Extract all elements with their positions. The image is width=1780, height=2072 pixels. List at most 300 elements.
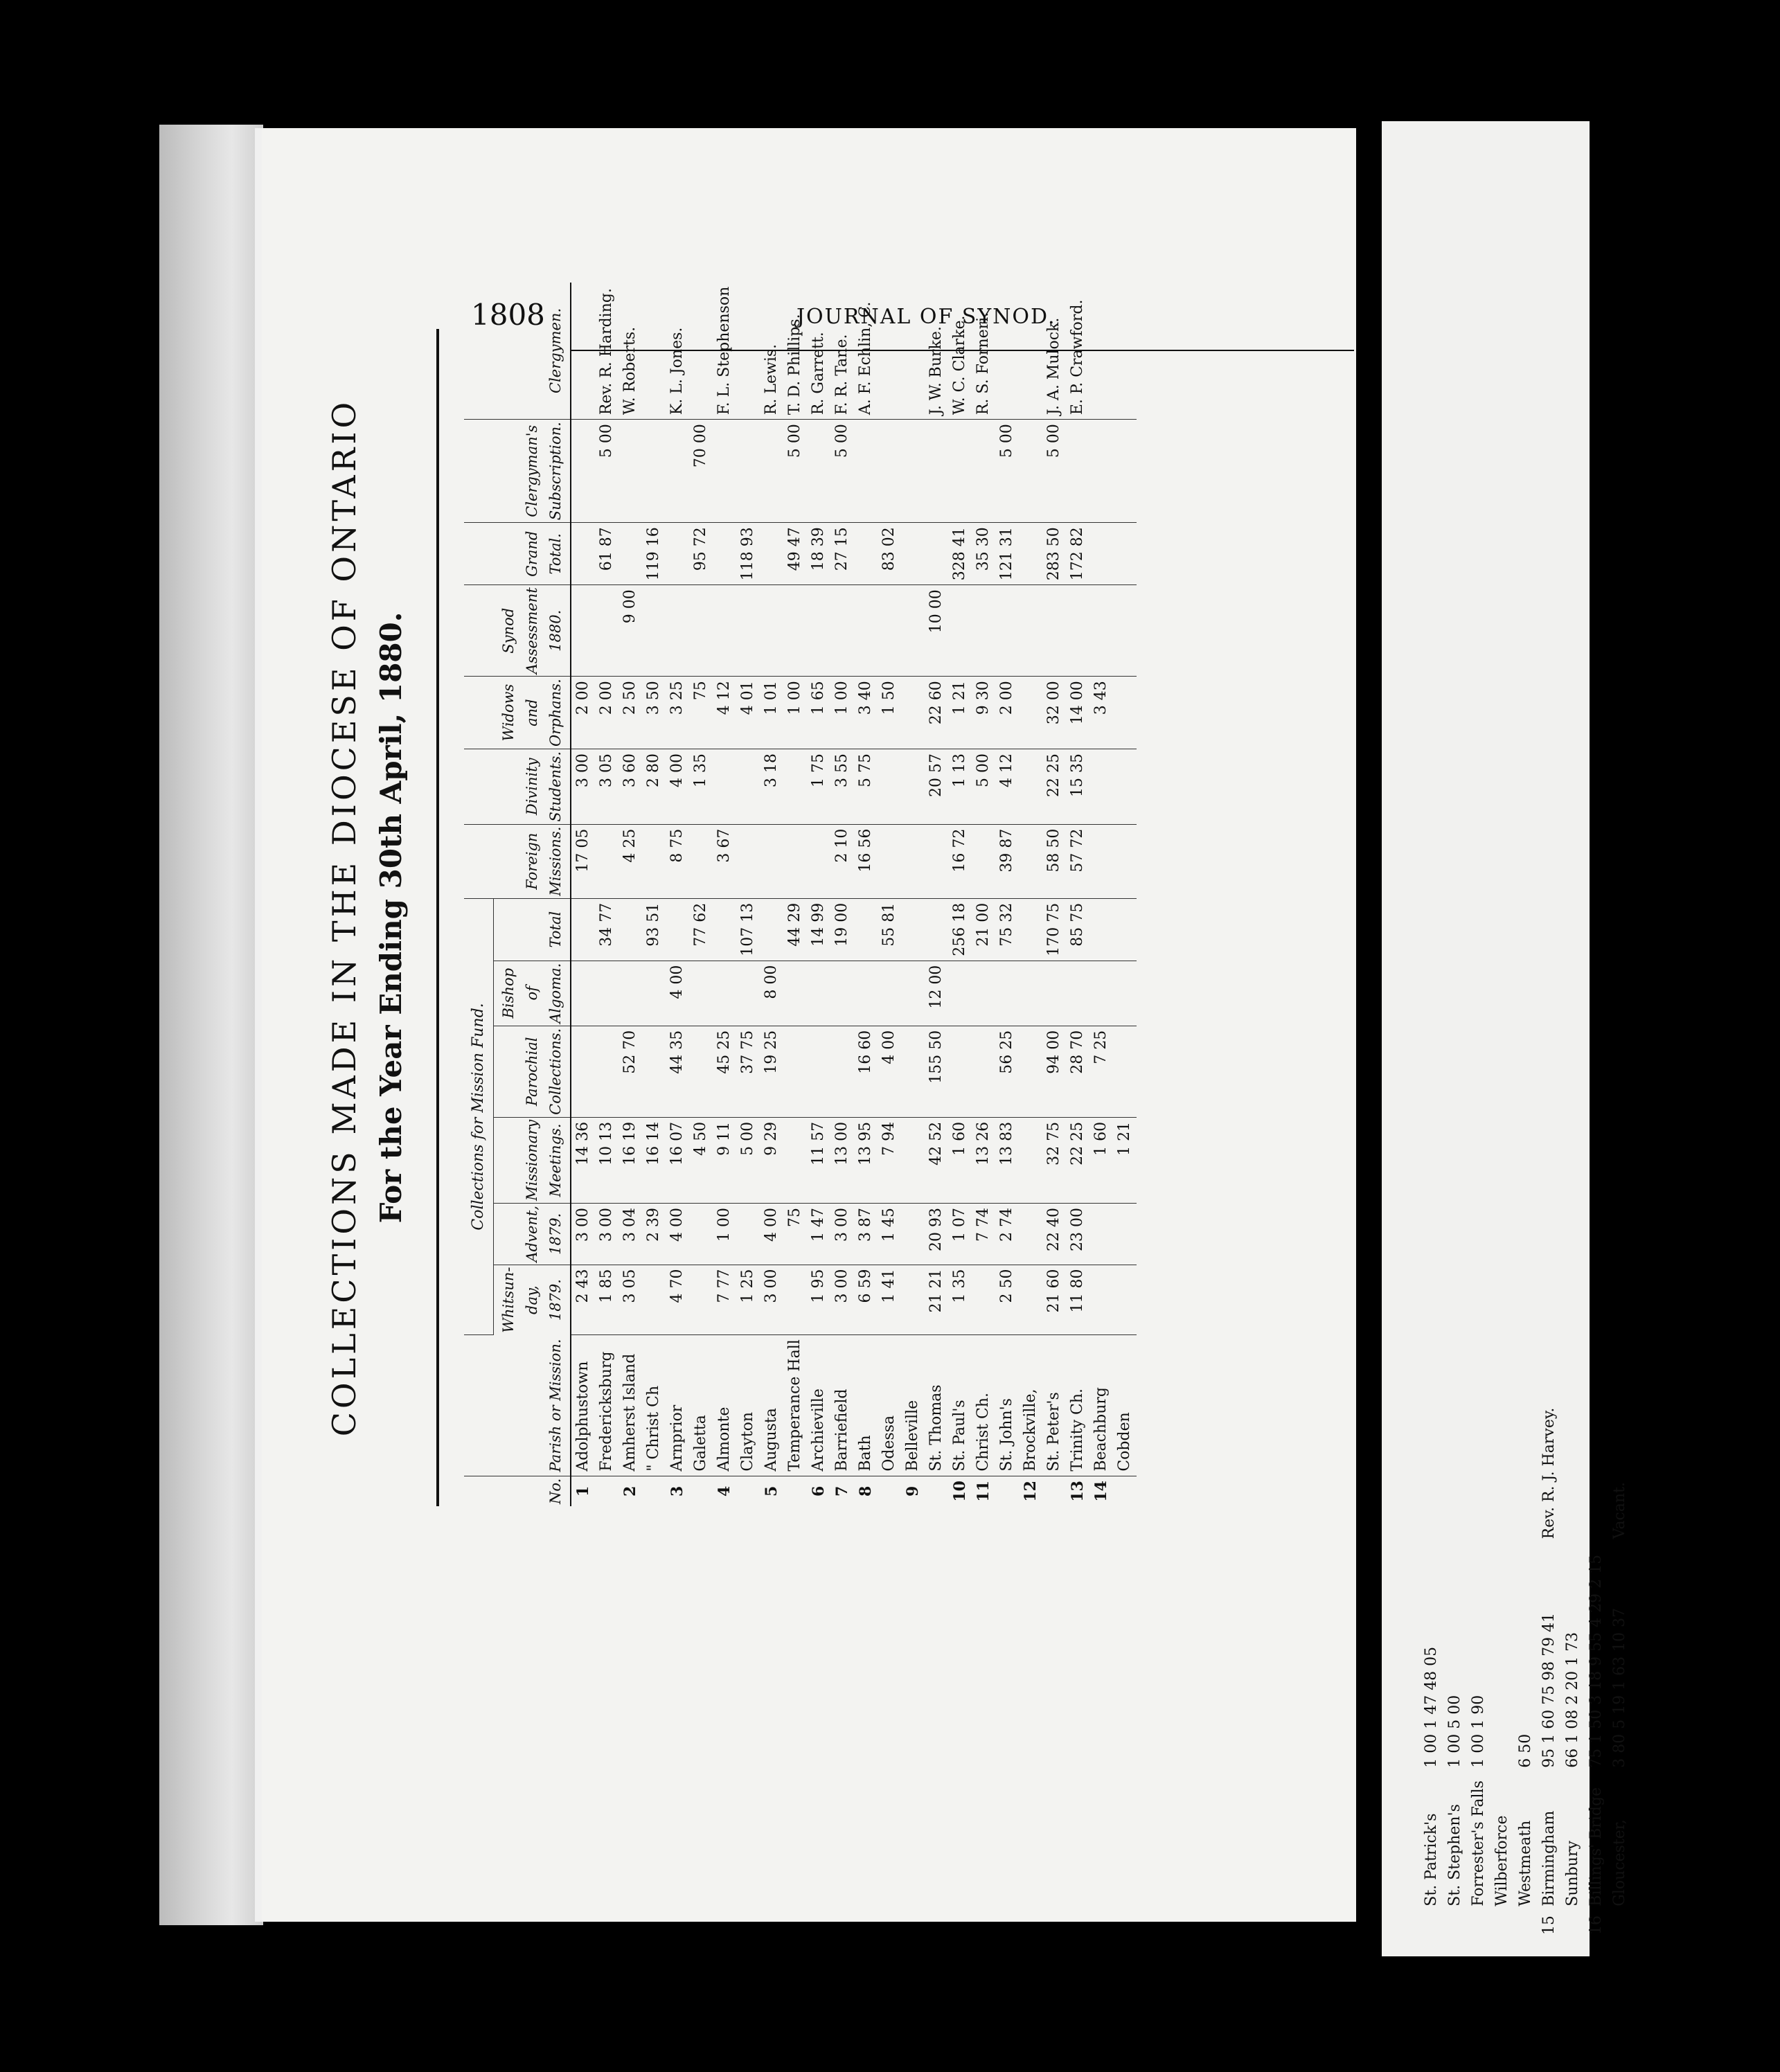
facing-cell-no [1561, 1911, 1585, 1939]
facing-cell-no [1467, 1911, 1490, 1939]
table-row [783, 283, 807, 1506]
cell-advent: 4 00 [666, 1203, 689, 1265]
cell-missionary: 13 83 [995, 1117, 1019, 1203]
cell-clergy: Rev. R. Harding. [595, 283, 618, 420]
cell-foreign: 39 87 [995, 824, 1019, 898]
cell-foreign [807, 824, 830, 898]
cell-assessment [995, 585, 1019, 677]
cell-missionary: 13 26 [972, 1117, 995, 1203]
cell-divinity [736, 749, 760, 824]
cell-total [666, 898, 689, 961]
cell-no: 7 [833, 1485, 851, 1497]
cell-algoma [1089, 961, 1113, 1026]
cell-clergy: R. Garrett. [807, 283, 830, 420]
cell-parochial: 94 00 [1042, 1026, 1066, 1117]
cell-clergy: K. L. Jones. [666, 283, 689, 420]
cell-clergy [689, 283, 713, 420]
cell-assessment [736, 585, 760, 677]
cell-grand [760, 523, 783, 585]
cell-clergy: T. D. Phillips. [783, 283, 807, 420]
cell-parochial [1113, 1026, 1137, 1117]
col-divinity: Divinity Students. [464, 749, 571, 824]
cell-clergy [1019, 283, 1042, 420]
cell-total: 77 62 [689, 898, 713, 961]
cell-parochial [595, 1026, 618, 1117]
cell-no: 12 [1022, 1481, 1040, 1502]
col-foreign: Foreign Missions. [464, 824, 571, 898]
table-title: COLLECTIONS MADE IN THE DIOCESE OF ONTARIO [326, 398, 363, 1437]
cell-parish: Temperance Hall [783, 1335, 807, 1476]
cell-whitsun [901, 1265, 925, 1335]
cell-grand: 83 02 [878, 523, 901, 585]
cell-no: 10 [951, 1481, 969, 1502]
cell-missionary: 4 50 [689, 1117, 713, 1203]
cell-widows: 1 21 [948, 677, 972, 749]
cell-algoma [1019, 961, 1042, 1026]
cell-no: 2 [621, 1485, 639, 1497]
table-row [736, 283, 760, 1506]
cell-no [595, 1476, 618, 1506]
facing-cell-parish: Sunbury [1564, 1841, 1581, 1906]
cell-no: 9 [904, 1485, 922, 1497]
cell-parish: Fredericksburg [595, 1335, 618, 1476]
cell-foreign [595, 824, 618, 898]
cell-whitsun: 4 70 [666, 1265, 689, 1335]
cell-whitsun: 1 85 [595, 1265, 618, 1335]
cell-foreign: 17 05 [571, 824, 595, 898]
cell-assessment [854, 585, 878, 677]
cell-algoma [972, 961, 995, 1026]
cell-widows [1113, 677, 1137, 749]
cell-missionary: 10 13 [595, 1117, 618, 1203]
cell-subscription [1019, 420, 1042, 523]
cell-algoma [713, 961, 736, 1026]
cell-algoma [571, 961, 595, 1026]
cell-whitsun: 1 35 [948, 1265, 972, 1335]
cell-foreign: 58 50 [1042, 824, 1066, 898]
table-row [760, 283, 783, 1506]
cell-advent: 1 47 [807, 1203, 830, 1265]
facing-cell-clergy: Rev. R. J. Harvey. [1540, 1407, 1558, 1539]
cell-clergy: W. C. Clarke. [948, 283, 972, 420]
table-row [713, 283, 736, 1506]
cell-advent: 3 00 [830, 1203, 854, 1265]
table-row [1042, 283, 1066, 1506]
cell-clergy: F. R. Tane. [830, 283, 854, 420]
cell-total [760, 898, 783, 961]
table-row [830, 283, 854, 1506]
cell-whitsun: 3 00 [830, 1265, 854, 1335]
cell-total: 107 13 [736, 898, 760, 961]
table-row [878, 283, 901, 1506]
cell-divinity [783, 749, 807, 824]
cell-parish: St. Thomas [925, 1335, 948, 1476]
facing-cell-parish: Westmeath [1517, 1820, 1534, 1906]
cell-assessment [689, 585, 713, 677]
facing-cell-values: 95 1 60 75 98 79 41 [1540, 1612, 1558, 1768]
facing-cell-clergy [1585, 1399, 1608, 1543]
cell-advent: 1 07 [948, 1203, 972, 1265]
cell-grand: 121 31 [995, 523, 1019, 585]
col-parish: Parish or Mission. [464, 1335, 571, 1476]
col-whitsun: Whitsun-day, 1879. [494, 1265, 571, 1335]
cell-grand [618, 523, 642, 585]
cell-advent: 2 74 [995, 1203, 1019, 1265]
cell-subscription: 5 00 [783, 420, 807, 523]
cell-subscription [1113, 420, 1137, 523]
cell-parochial [571, 1026, 595, 1117]
cell-foreign: 16 72 [948, 824, 972, 898]
cell-foreign [760, 824, 783, 898]
cell-grand [901, 523, 925, 585]
cell-whitsun: 3 05 [618, 1265, 642, 1335]
cell-grand: 35 30 [972, 523, 995, 585]
cell-widows: 4 12 [713, 677, 736, 749]
cell-missionary: 14 36 [571, 1117, 595, 1203]
cell-total: 75 32 [995, 898, 1019, 961]
table-row [972, 283, 995, 1506]
facing-table-row [1561, 1399, 1585, 1939]
cell-missionary: 22 25 [1066, 1117, 1089, 1203]
cell-whitsun: 1 95 [807, 1265, 830, 1335]
cell-whitsun [783, 1265, 807, 1335]
facing-cell-clergy [1443, 1399, 1467, 1543]
facing-table-row [1490, 1399, 1514, 1939]
cell-missionary [1019, 1117, 1042, 1203]
cell-divinity: 3 60 [618, 749, 642, 824]
cell-total: 55 81 [878, 898, 901, 961]
cell-advent: 2 39 [642, 1203, 666, 1265]
cell-grand: 95 72 [689, 523, 713, 585]
cell-subscription [618, 420, 642, 523]
facing-cell-clergy [1420, 1399, 1443, 1543]
cell-advent: 75 [783, 1203, 807, 1265]
cell-parochial: 7 25 [1089, 1026, 1113, 1117]
cell-whitsun: 2 50 [995, 1265, 1019, 1335]
cell-clergy: J. A. Mulock. [1042, 283, 1066, 420]
cell-advent [1113, 1203, 1137, 1265]
cell-assessment: 10 00 [925, 585, 948, 677]
cell-total [925, 898, 948, 961]
cell-divinity [713, 749, 736, 824]
cell-parish: Galetta [689, 1335, 713, 1476]
cell-whitsun: 7 77 [713, 1265, 736, 1335]
cell-missionary: 32 75 [1042, 1117, 1066, 1203]
cell-widows [901, 677, 925, 749]
cell-foreign [736, 824, 760, 898]
cell-algoma: 12 00 [925, 961, 948, 1026]
facing-table-row [1420, 1399, 1443, 1939]
cell-advent: 3 04 [618, 1203, 642, 1265]
cell-missionary: 13 00 [830, 1117, 854, 1203]
collections-table-body [571, 283, 1137, 1506]
cell-no: 14 [1092, 1481, 1110, 1502]
cell-subscription [760, 420, 783, 523]
cell-whitsun [642, 1265, 666, 1335]
cell-no [1042, 1476, 1066, 1506]
cell-whitsun [689, 1265, 713, 1335]
cell-algoma [901, 961, 925, 1026]
facing-cell-clergy [1467, 1399, 1490, 1543]
cell-total: 170 75 [1042, 898, 1066, 961]
table-row [948, 283, 972, 1506]
cell-whitsun: 6 59 [854, 1265, 878, 1335]
cell-parish: St. Paul's [948, 1335, 972, 1476]
cell-no: 1 [574, 1485, 592, 1497]
cell-foreign [901, 824, 925, 898]
facing-cell-values: 66 1 08 2 20 1 73 [1564, 1632, 1581, 1768]
cell-algoma [854, 961, 878, 1026]
cell-whitsun: 21 60 [1042, 1265, 1066, 1335]
cell-widows: 2 00 [571, 677, 595, 749]
facing-cell-clergy [1561, 1399, 1585, 1543]
cell-parochial: 19 25 [760, 1026, 783, 1117]
cell-widows: 1 65 [807, 677, 830, 749]
cell-assessment [948, 585, 972, 677]
cell-no: 8 [857, 1485, 875, 1497]
cell-widows: 1 00 [830, 677, 854, 749]
cell-parish: Brockville, [1019, 1335, 1042, 1476]
cell-missionary: 9 29 [760, 1117, 783, 1203]
cell-whitsun: 21 21 [925, 1265, 948, 1335]
facing-table-row [1538, 1399, 1561, 1939]
cell-missionary: 1 60 [948, 1117, 972, 1203]
cell-advent: 3 00 [595, 1203, 618, 1265]
col-missionary: Missionary Meetings. [494, 1117, 571, 1203]
cell-foreign [925, 824, 948, 898]
facing-cell-values: 1 00 1 47 48 05 [1423, 1646, 1440, 1768]
cell-whitsun: 11 80 [1066, 1265, 1089, 1335]
cell-subscription [736, 420, 760, 523]
cell-subscription [642, 420, 666, 523]
cell-no: 13 [1069, 1481, 1087, 1502]
cell-whitsun [1019, 1265, 1042, 1335]
cell-parish: Clayton [736, 1335, 760, 1476]
cell-widows: 32 00 [1042, 677, 1066, 749]
cell-foreign [1019, 824, 1042, 898]
facing-cell-parish: St. Patrick's [1423, 1813, 1440, 1906]
cell-grand: 118 93 [736, 523, 760, 585]
cell-algoma [689, 961, 713, 1026]
cell-parochial: 28 70 [1066, 1026, 1089, 1117]
cell-foreign [878, 824, 901, 898]
cell-subscription: 5 00 [995, 420, 1019, 523]
cell-missionary [783, 1117, 807, 1203]
cell-subscription [1066, 420, 1089, 523]
cell-assessment [571, 585, 595, 677]
facing-cell-parish: Gloucester, [1611, 1819, 1628, 1906]
cell-assessment [807, 585, 830, 677]
cell-advent: 20 93 [925, 1203, 948, 1265]
cell-divinity: 5 00 [972, 749, 995, 824]
cell-parish: Belleville [901, 1335, 925, 1476]
cell-subscription: 70 00 [689, 420, 713, 523]
table-row [1113, 283, 1137, 1506]
table-row [995, 283, 1019, 1506]
col-assessment: Synod Assessment 1880. [464, 585, 571, 677]
facing-table-row [1608, 1399, 1632, 1939]
cell-grand: 328 41 [948, 523, 972, 585]
cell-divinity: 1 75 [807, 749, 830, 824]
cell-clergy [878, 283, 901, 420]
cell-assessment [595, 585, 618, 677]
facing-cell-values: 3 80 5 19 1 63 10 37 [1611, 1607, 1628, 1768]
cell-advent [1089, 1203, 1113, 1265]
cell-subscription [571, 420, 595, 523]
cell-missionary: 1 60 [1089, 1117, 1113, 1203]
cell-grand: 61 87 [595, 523, 618, 585]
cell-parochial [783, 1026, 807, 1117]
cell-clergy: F. L. Stephenson [713, 283, 736, 420]
cell-grand [1113, 523, 1137, 585]
facing-cell-no [1443, 1911, 1467, 1939]
cell-subscription [666, 420, 689, 523]
cell-widows: 14 00 [1066, 677, 1089, 749]
cell-algoma [948, 961, 972, 1026]
cell-parochial [642, 1026, 666, 1117]
cell-clergy [642, 283, 666, 420]
cell-parochial [901, 1026, 925, 1117]
table-row [1019, 283, 1042, 1506]
cell-algoma: 8 00 [760, 961, 783, 1026]
facing-cell-clergy: Vacant. [1611, 1481, 1628, 1539]
cell-foreign: 4 25 [618, 824, 642, 898]
cell-foreign [689, 824, 713, 898]
facing-cell-no [1608, 1911, 1632, 1939]
cell-widows: 2 50 [618, 677, 642, 749]
facing-cell-values [1490, 1543, 1514, 1771]
cell-foreign [972, 824, 995, 898]
table-row [901, 283, 925, 1506]
cell-subscription [807, 420, 830, 523]
facing-cell-no: 16 [1587, 1915, 1605, 1935]
cell-divinity: 5 75 [854, 749, 878, 824]
table-row [595, 283, 618, 1506]
cell-total [1113, 898, 1137, 961]
cell-missionary: 16 07 [666, 1117, 689, 1203]
cell-grand [571, 523, 595, 585]
cell-no: 5 [763, 1485, 781, 1497]
cell-assessment [1042, 585, 1066, 677]
cell-assessment [642, 585, 666, 677]
cell-assessment [1019, 585, 1042, 677]
facing-cell-parish: Forrester's Falls [1470, 1780, 1487, 1906]
cell-parish: Amherst Island [618, 1335, 642, 1476]
cell-foreign: 3 67 [713, 824, 736, 898]
cell-clergy: A. F. Echlin, C. [854, 283, 878, 420]
cell-missionary: 1 21 [1113, 1117, 1137, 1203]
cell-advent [736, 1203, 760, 1265]
cell-no [995, 1476, 1019, 1506]
cell-parochial: 16 60 [854, 1026, 878, 1117]
cell-grand [854, 523, 878, 585]
cell-parochial: 4 00 [878, 1026, 901, 1117]
cell-widows: 3 43 [1089, 677, 1113, 749]
cell-missionary: 16 14 [642, 1117, 666, 1203]
cell-parochial [948, 1026, 972, 1117]
cell-grand [713, 523, 736, 585]
cell-total: 85 75 [1066, 898, 1089, 961]
col-parochial: Parochial Collections. [494, 1026, 571, 1117]
cell-algoma [878, 961, 901, 1026]
cell-missionary: 13 95 [854, 1117, 878, 1203]
cell-subscription [1089, 420, 1113, 523]
cell-parish: Almonte [713, 1335, 736, 1476]
table-subtitle: For the Year Ending 30th April, 1880. [374, 611, 408, 1224]
cell-missionary: 5 00 [736, 1117, 760, 1203]
cell-parochial: 52 70 [618, 1026, 642, 1117]
cell-assessment [760, 585, 783, 677]
cell-grand: 283 50 [1042, 523, 1066, 585]
cell-widows: 1 50 [878, 677, 901, 749]
cell-total [1019, 898, 1042, 961]
title-rule [436, 329, 439, 1506]
cell-subscription: 5 00 [1042, 420, 1066, 523]
cell-clergy: E. P. Crawford. [1066, 283, 1089, 420]
cell-advent: 7 74 [972, 1203, 995, 1265]
cell-clergy [901, 283, 925, 420]
cell-subscription [878, 420, 901, 523]
cell-foreign: 57 72 [1066, 824, 1089, 898]
facing-page-table-block [1420, 1399, 1780, 1939]
cell-grand: 18 39 [807, 523, 830, 585]
cell-clergy [571, 283, 595, 420]
cell-no [878, 1476, 901, 1506]
facing-cell-clergy [1490, 1399, 1514, 1543]
cell-total: 14 99 [807, 898, 830, 961]
cell-parochial [830, 1026, 854, 1117]
cell-total: 19 00 [830, 898, 854, 961]
cell-divinity: 4 12 [995, 749, 1019, 824]
cell-subscription [948, 420, 972, 523]
col-subscription: Clergyman's Subscription. [464, 420, 571, 523]
col-widows: Widows and Orphans. [464, 677, 571, 749]
cell-parish: Odessa [878, 1335, 901, 1476]
cell-clergy [736, 283, 760, 420]
cell-advent: 4 00 [760, 1203, 783, 1265]
cell-missionary: 11 57 [807, 1117, 830, 1203]
cell-no: 4 [715, 1485, 733, 1497]
facing-table-row [1514, 1399, 1538, 1939]
cell-missionary: 16 19 [618, 1117, 642, 1203]
col-advent: Advent, 1879. [494, 1203, 571, 1265]
cell-divinity [1089, 749, 1113, 824]
cell-divinity: 3 05 [595, 749, 618, 824]
cell-parish: Barriefield [830, 1335, 854, 1476]
cell-foreign: 2 10 [830, 824, 854, 898]
facing-table-row [1585, 1399, 1608, 1939]
cell-algoma: 4 00 [666, 961, 689, 1026]
cell-parish: Bath [854, 1335, 878, 1476]
cell-widows: 1 01 [760, 677, 783, 749]
cell-divinity: 3 00 [571, 749, 595, 824]
cell-advent [1019, 1203, 1042, 1265]
cell-subscription: 5 00 [595, 420, 618, 523]
cell-whitsun: 2 43 [571, 1265, 595, 1335]
cell-divinity: 2 80 [642, 749, 666, 824]
cell-clergy [1089, 283, 1113, 420]
cell-widows: 3 50 [642, 677, 666, 749]
cell-total: 34 77 [595, 898, 618, 961]
cell-total: 256 18 [948, 898, 972, 961]
cell-algoma [642, 961, 666, 1026]
cell-grand: 172 82 [1066, 523, 1089, 585]
cell-foreign: 8 75 [666, 824, 689, 898]
cell-no [736, 1476, 760, 1506]
cell-algoma [1113, 961, 1137, 1026]
cell-foreign [642, 824, 666, 898]
cell-no [783, 1476, 807, 1506]
